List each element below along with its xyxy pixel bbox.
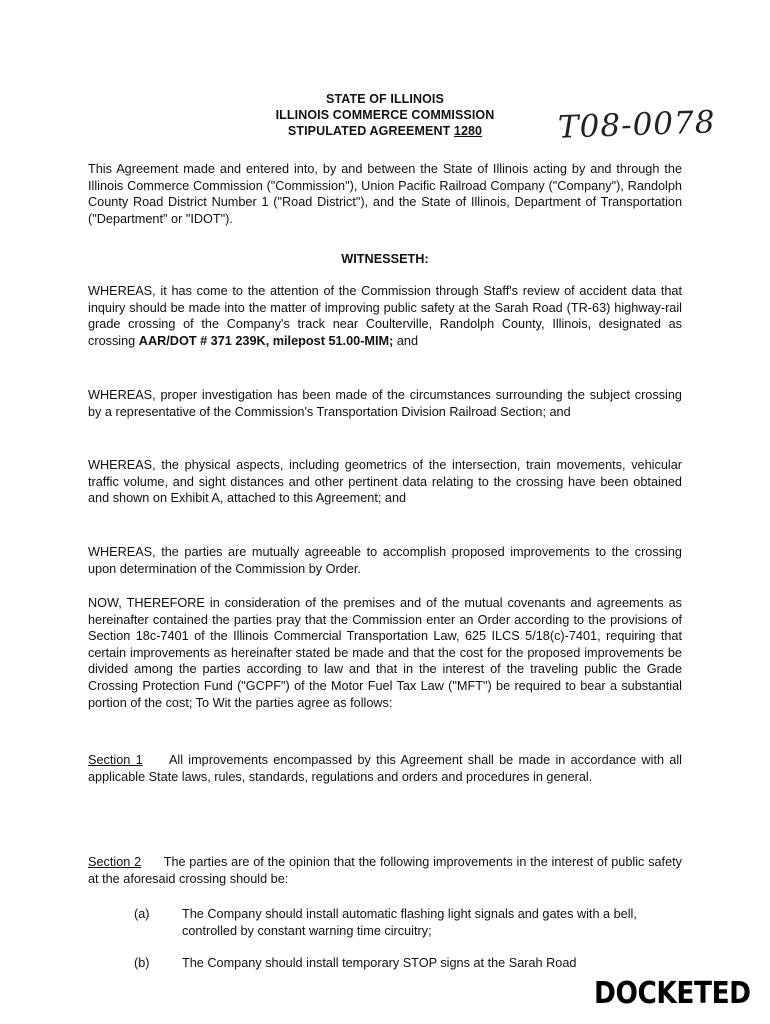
header-agreement-prefix: STIPULATED AGREEMENT <box>287 124 454 138</box>
section-2-label: Section 2 <box>88 855 142 869</box>
section-2-text: The parties are of the opinion that the following improvements in the interest of public safety at the aforesaid crossing should be: <box>88 855 682 886</box>
whereas-paragraph-1 <box>88 283 682 349</box>
agreement-number: 1280 <box>453 124 483 138</box>
list-item-text: The Company should install temporary STOP signs at the Sarah Road <box>182 956 577 970</box>
list-item-label: (a) <box>134 907 150 921</box>
now-therefore-paragraph: NOW, THEREFORE in consideration of the premises and of the mutual covenants and agreements as hereinafter contained the parties pray that the Commission enter an Order according to the provisions of Section 18c-7401 of the Illinois Commercial Transportation Law, 625 ILCS 5/18(c)-7401, requiring that certain improvements as hereinafter stated be made and that the cost for the proposed improvements be divided among the parties according to law and that in the interest of the traveling public the Grade Crossing Protection Fund ("GCPF") of the Motor Fuel Tax Law ("MFT") be required to bear a substantial portion of the cost; To Wit the parties agree as follows: <box>88 596 682 710</box>
whereas-1-text: WHEREAS, it has come to the attention of the Commission through Staff's review of accident data that inquiry should be made into the matter of improving public safety at the Sarah Road (TR-63) highway-rail grade crossing of the Company's track near Coulterville, Randolph County, Illinois, designated as crossing <box>88 284 682 348</box>
section-1-label: Section 1 <box>88 753 143 767</box>
header-state: STATE OF ILLINOIS <box>326 92 444 106</box>
docketed-stamp: DOCKETED <box>594 976 751 1011</box>
crossing-designation: AAR/DOT # 371 239K, milepost 51.00-MIM; <box>138 333 394 348</box>
section-2-paragraph <box>88 854 682 887</box>
whereas-1-tail: and <box>393 333 419 348</box>
whereas-paragraph-3: WHEREAS, the physical aspects, including geometrics of the intersection, train movements, vehicular traffic volume, and sight distances and other pertinent data relating to the crossing have been obtained and shown on Exhibit A, attached to this Agreement; and <box>88 458 682 506</box>
list-item-text: The Company should install automatic flashing light signals and gates with a bell, controlled by constant warning time circuitry; <box>182 907 637 938</box>
witnesseth-heading: WITNESSETH: <box>341 252 429 266</box>
whereas-paragraph-4: WHEREAS, the parties are mutually agreeable to accomplish proposed improvements to the crossing upon determination of the Commission by Order. <box>88 545 682 576</box>
list-item-label: (b) <box>134 956 150 970</box>
handwritten-docket-number: T08-0078 <box>557 104 717 146</box>
document-header <box>230 91 540 139</box>
header-agreement <box>230 123 540 139</box>
whereas-paragraph-2: WHEREAS, proper investigation has been made of the circumstances surrounding the subject crossing by a representative of the Commission's Transportation Division Railroad Section; and <box>88 388 682 419</box>
section-1-paragraph <box>88 752 682 785</box>
intro-paragraph: This Agreement made and entered into, by and between the State of Illinois acting by and through the Illinois Commerce Commission ("Commission"), Union Pacific Railroad Company ("Company"), Randolph County Road District Number 1 ("Road District"), and the State of Illinois, Department of Transportation ("Department" or "IDOT"). <box>88 162 682 226</box>
section-1-text: All improvements encompassed by this Agreement shall be made in accordance with all applicable State laws, rules, standards, regulations and orders and procedures in general. <box>88 753 682 784</box>
header-commission: ILLINOIS COMMERCE COMMISSION <box>275 108 495 122</box>
